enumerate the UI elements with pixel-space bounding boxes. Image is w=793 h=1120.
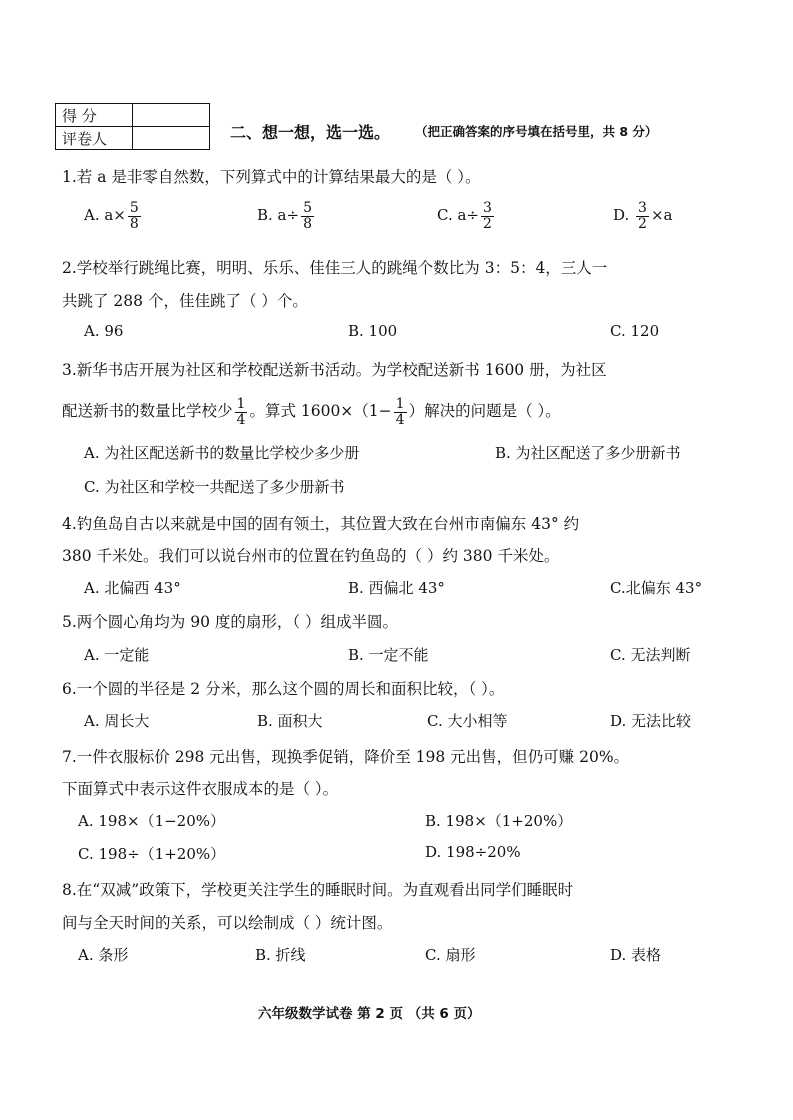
fraction: $\frac{5}{8}$ — [129, 200, 139, 232]
q8-line-1: 8.在“双减”政策下，学校更关注学生的睡眠时间。为直观看出同学们睡眠时 — [62, 881, 574, 899]
q6-option-d[interactable]: D. 无法比较 — [610, 712, 692, 730]
q7-option-d[interactable]: D. 198÷20% — [425, 843, 521, 861]
q4-option-b[interactable]: B. 西偏北 43° — [348, 579, 445, 597]
q8-option-a[interactable]: A. 条形 — [78, 946, 129, 964]
q5-option-a[interactable]: A. 一定能 — [84, 646, 150, 664]
q3-option-a[interactable]: A. 为社区配送新书的数量比学校少多少册 — [84, 444, 360, 462]
q6-text: 6.一个圆的半径是 2 分米，那么这个圆的周长和面积比较，（ ）。 — [62, 680, 505, 698]
section-title: 二、想一想，选一选。 — [230, 123, 391, 142]
q1-option-c[interactable]: C. a÷ $\frac{3}{2}$ — [437, 200, 492, 232]
section-note: （把正确答案的序号填在括号里，共 8 分） — [415, 124, 658, 139]
fraction: $\frac{1}{4}$ — [236, 396, 246, 428]
grader-label: 评卷人 — [56, 127, 133, 150]
q8-option-b[interactable]: B. 折线 — [255, 946, 306, 964]
q1-text: 1.若 a 是非零自然数，下列算式中的计算结果最大的是（ ）。 — [62, 168, 481, 186]
q1-option-a[interactable]: A. a× $\frac{5}{8}$ — [84, 200, 139, 232]
q4-line-1: 4.钓鱼岛自古以来就是中国的固有领土，其位置大致在台州市南偏东 43° 约 — [62, 515, 580, 533]
q8-option-d[interactable]: D. 表格 — [610, 946, 662, 964]
q4-line-2: 380 千米处。我们可以说台州市的位置在钓鱼岛的（ ）约 380 千米处。 — [62, 547, 560, 565]
q7-line-1: 7.一件衣服标价 298 元出售，现换季促销，降价至 198 元出售，但仍可赚 20%。 — [62, 748, 630, 766]
q6-option-b[interactable]: B. 面积大 — [257, 712, 323, 730]
q2-line-1: 2.学校举行跳绳比赛，明明、乐乐、佳佳三人的跳绳个数比为 3：5：4，三人一 — [62, 259, 608, 277]
q2-option-a[interactable]: A. 96 — [84, 322, 124, 340]
q4-option-c[interactable]: C.北偏东 43° — [610, 579, 703, 597]
fraction: $\frac{1}{4}$ — [395, 396, 405, 428]
q8-option-c[interactable]: C. 扇形 — [425, 946, 476, 964]
q5-option-b[interactable]: B. 一定不能 — [348, 646, 429, 664]
q1-option-d[interactable]: D. $\frac{3}{2}$ ×a — [613, 200, 673, 232]
fraction: $\frac{3}{2}$ — [638, 200, 647, 232]
q7-option-b[interactable]: B. 198×（1+20%） — [425, 812, 573, 830]
q3-option-b[interactable]: B. 为社区配送了多少册新书 — [495, 444, 681, 462]
fraction: $\frac{3}{2}$ — [483, 200, 492, 232]
score-box — [55, 103, 210, 150]
q3-line-1: 3.新华书店开展为社区和学校配送新书活动。为学校配送新书 1600 册，为社区 — [62, 361, 607, 379]
q8-line-2: 间与全天时间的关系，可以绘制成（ ）统计图。 — [62, 914, 393, 932]
q1-option-b[interactable]: B. a÷ $\frac{5}{8}$ — [257, 200, 312, 232]
score-label: 得 分 — [56, 104, 133, 127]
q2-line-2: 共跳了 288 个，佳佳跳了（ ）个。 — [62, 292, 308, 310]
q7-option-c[interactable]: C. 198÷（1+20%） — [78, 845, 226, 863]
score-value-cell[interactable] — [133, 104, 210, 127]
grader-value-cell[interactable] — [133, 127, 210, 150]
page-footer: 六年级数学试卷 第 2 页 （共 6 页） — [258, 1006, 481, 1022]
q6-option-a[interactable]: A. 周长大 — [84, 712, 150, 730]
q3-line-2: 配送新书的数量比学校少 $\frac{1}{4}$ 。算式 1600×（1− $\frac{1}{4}$ ）解决的问题是（ ）。 — [62, 396, 561, 428]
q6-option-c[interactable]: C. 大小相等 — [427, 712, 508, 730]
fraction: $\frac{5}{8}$ — [303, 200, 312, 232]
q5-option-c[interactable]: C. 无法判断 — [610, 646, 691, 664]
q4-option-a[interactable]: A. 北偏西 43° — [84, 579, 181, 597]
q3-option-c[interactable]: C. 为社区和学校一共配送了多少册新书 — [84, 478, 345, 496]
q2-option-b[interactable]: B. 100 — [348, 322, 398, 340]
q5-text: 5.两个圆心角均为 90 度的扇形，（ ）组成半圆。 — [62, 613, 399, 631]
q7-option-a[interactable]: A. 198×（1−20%） — [78, 812, 226, 830]
q7-line-2: 下面算式中表示这件衣服成本的是（ ）。 — [62, 780, 339, 798]
q2-option-c[interactable]: C. 120 — [610, 322, 660, 340]
